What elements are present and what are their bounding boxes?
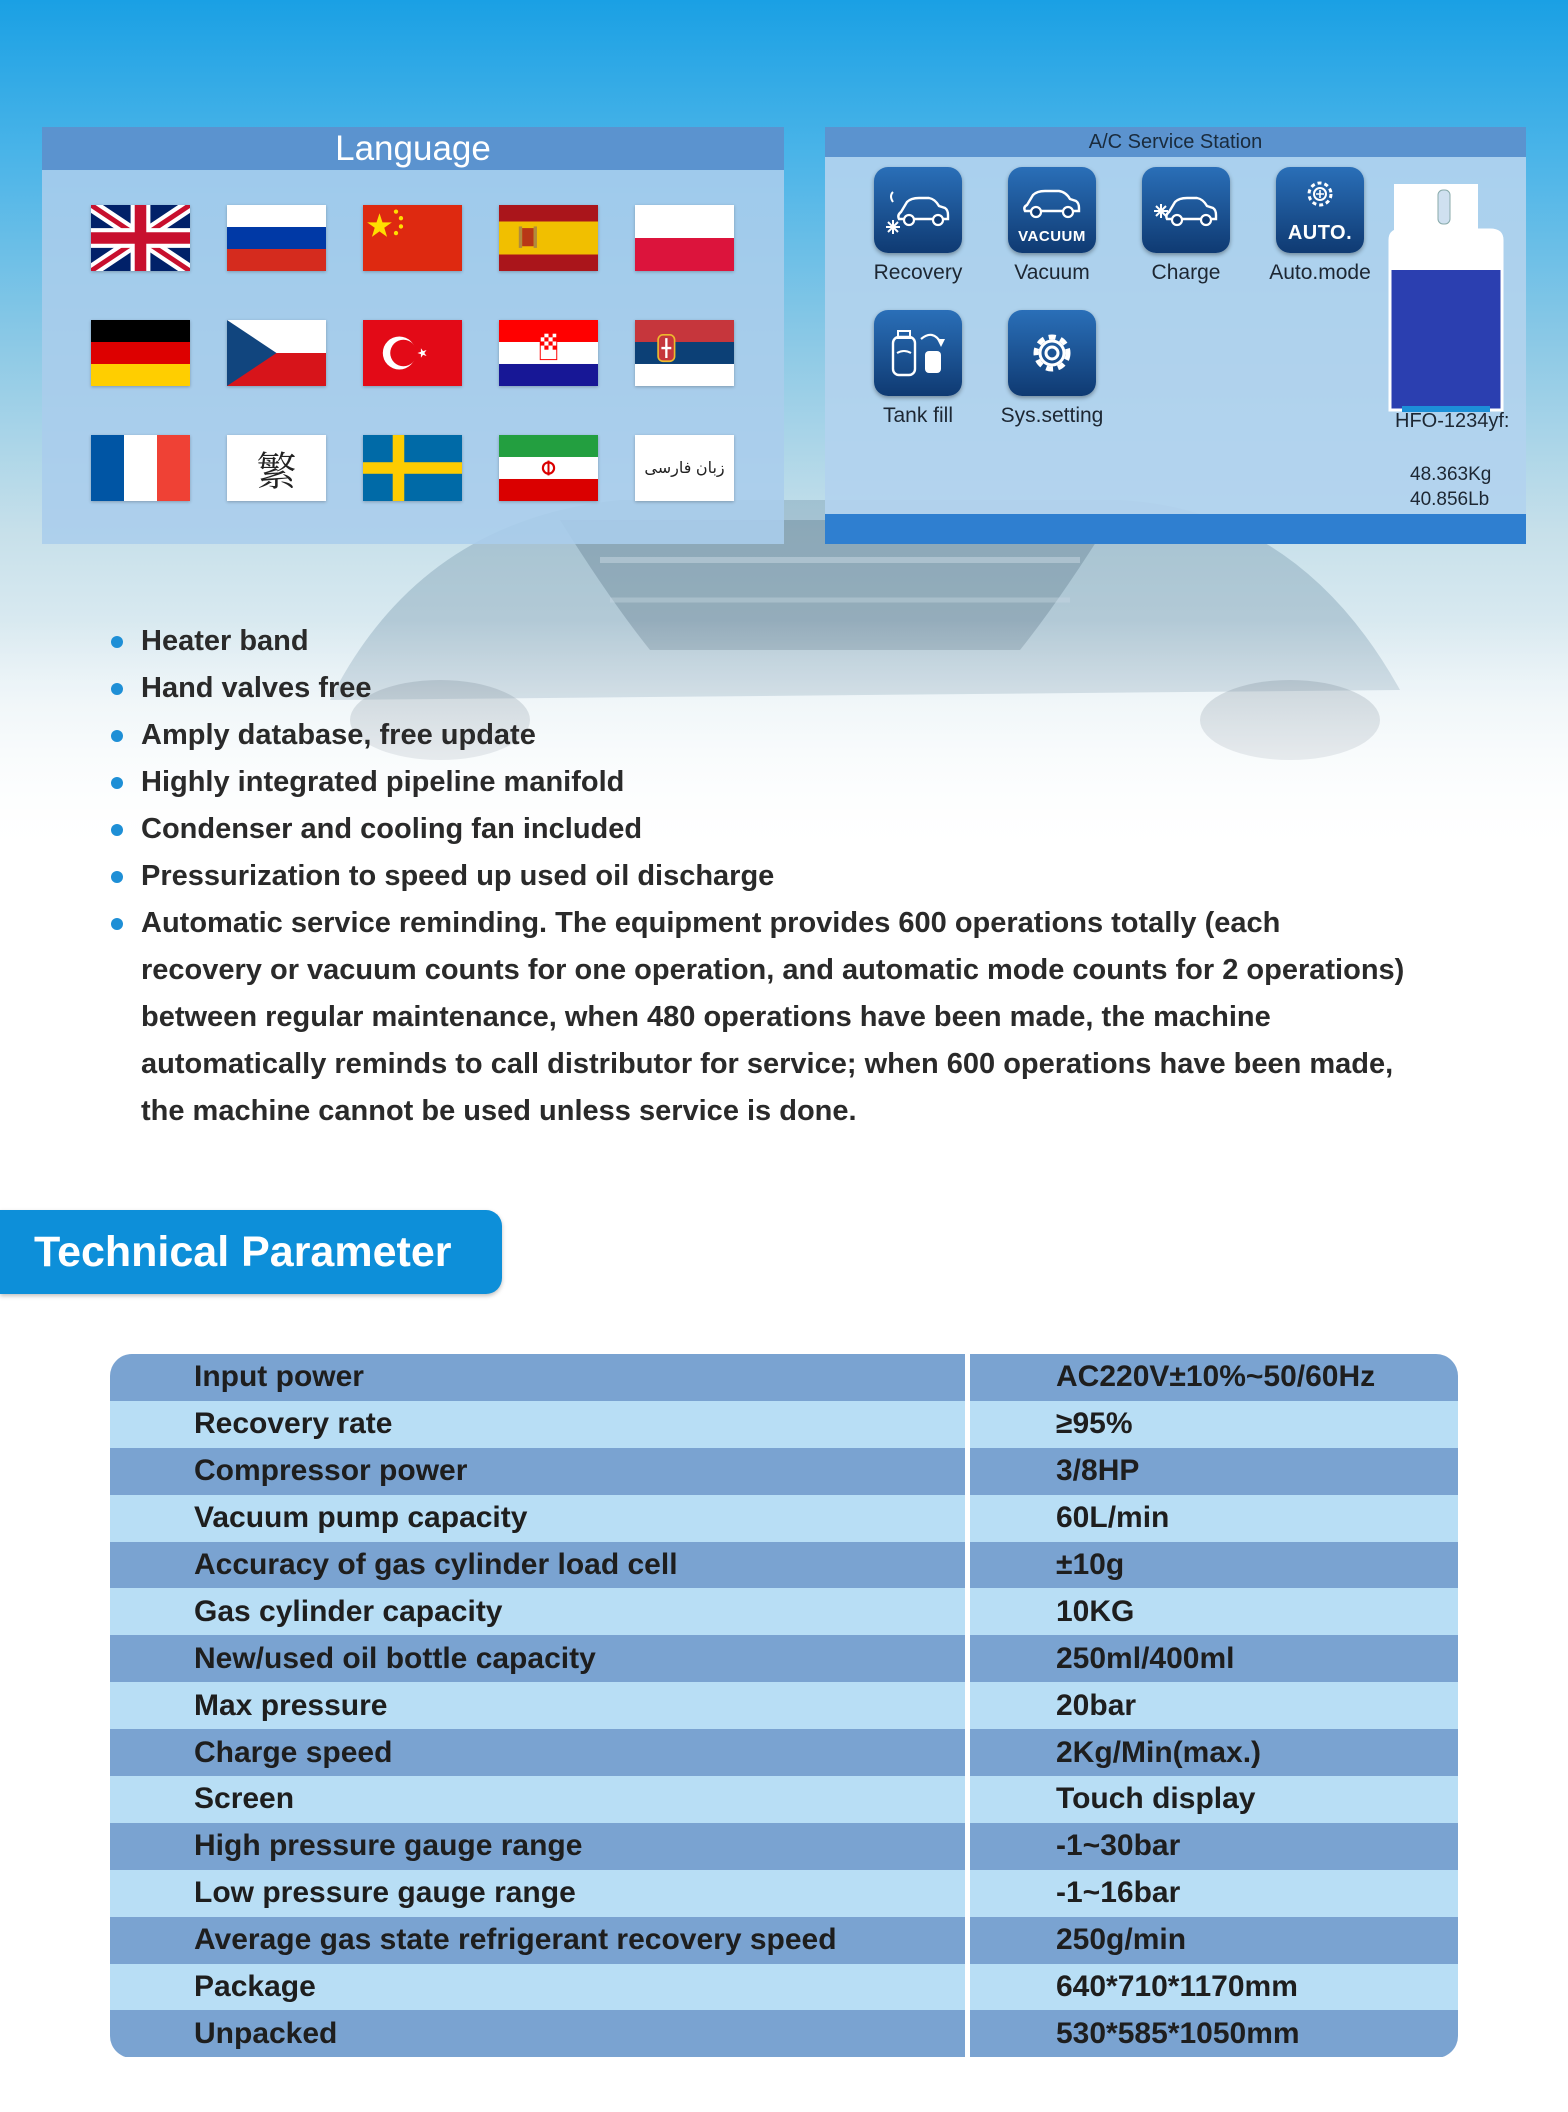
table-row <box>110 1542 1458 1589</box>
vacuum-label: Vacuum <box>1014 261 1090 284</box>
table-row <box>110 2010 1458 2057</box>
table-row <box>110 1495 1458 1542</box>
flag-iran[interactable] <box>499 435 598 501</box>
ac-panel-title: A/C Service Station <box>825 127 1526 157</box>
flag-serbia[interactable] <box>635 320 734 386</box>
param-name: Vacuum pump capacity <box>110 1495 970 1542</box>
param-value: -1~30bar <box>1056 1829 1181 1863</box>
flag-croatia[interactable] <box>499 320 598 386</box>
car-vacuum-icon <box>1008 167 1096 253</box>
table-row <box>110 1776 1458 1823</box>
param-value: 640*710*1170mm <box>1056 1970 1298 2004</box>
flag-germany[interactable] <box>91 320 190 386</box>
param-name: Screen <box>110 1776 970 1823</box>
flag-traditional-chinese[interactable] <box>227 435 326 501</box>
param-value: 60L/min <box>1056 1501 1170 1535</box>
param-value: 10KG <box>1056 1594 1135 1628</box>
tank-weight-kg: 48.363Kg <box>1410 464 1492 485</box>
flag-china[interactable] <box>363 205 462 271</box>
param-value: -1~16bar <box>1056 1876 1181 1910</box>
tank-weight-lb: 40.856Lb <box>1410 489 1490 510</box>
vacuum-icon-text: VACUUM <box>1018 228 1086 245</box>
auto-gear-icon <box>1276 167 1364 253</box>
table-row <box>110 1870 1458 1917</box>
table-row <box>110 1917 1458 1964</box>
feature-item: Automatic service reminding. The equipment provides 600 operations totally (each recovery or vacuum counts for one operation, and automatic mode counts for 2 operations) between regular maintenance, when 480 operations have been made, the machine automatically reminds to call distributor for service; when 600 operations have been made, the machine cannot be used unless service is done. <box>108 900 1408 1135</box>
charge-label: Charge <box>1151 261 1221 284</box>
table-row <box>110 1448 1458 1495</box>
param-name: Input power <box>110 1354 970 1401</box>
sys-setting-label: Sys.setting <box>1000 404 1104 427</box>
param-value: 250g/min <box>1056 1923 1187 1957</box>
param-value: 3/8HP <box>1056 1454 1140 1488</box>
param-value: ≥95% <box>1056 1407 1133 1441</box>
gear-icon <box>1008 310 1096 396</box>
param-value: Touch display <box>1056 1782 1256 1816</box>
param-name: Accuracy of gas cylinder load cell <box>110 1542 970 1589</box>
param-name: Compressor power <box>110 1448 970 1495</box>
param-name: Unpacked <box>110 2010 970 2057</box>
traditional-chinese-label: 繁 <box>227 435 326 501</box>
feature-item: Heater band <box>108 618 1408 665</box>
param-value: 20bar <box>1056 1688 1137 1722</box>
param-name: Package <box>110 1964 970 2011</box>
sys-setting-button[interactable] <box>997 310 1107 428</box>
flag-united-kingdom[interactable] <box>91 205 190 271</box>
feature-list <box>108 618 1408 1135</box>
car-snowflake-icon <box>1142 167 1230 253</box>
ac-service-panel <box>825 127 1526 544</box>
table-row <box>110 1354 1458 1401</box>
flag-france[interactable] <box>91 435 190 501</box>
car-snowflake-icon <box>874 167 962 253</box>
flag-persian[interactable] <box>635 435 734 501</box>
param-value: 2Kg/Min(max.) <box>1056 1735 1262 1769</box>
table-row <box>110 1635 1458 1682</box>
table-row <box>110 1823 1458 1870</box>
vacuum-button[interactable] <box>997 167 1107 285</box>
param-name: Low pressure gauge range <box>110 1870 970 1917</box>
feature-item: Amply database, free update <box>108 712 1408 759</box>
flag-sweden[interactable] <box>363 435 462 501</box>
param-name: New/used oil bottle capacity <box>110 1635 970 1682</box>
auto-icon-text: AUTO. <box>1287 222 1353 244</box>
technical-parameter-table <box>110 1354 1458 2058</box>
recovery-button[interactable] <box>863 167 973 285</box>
auto-mode-button[interactable] <box>1265 167 1375 285</box>
flag-poland[interactable] <box>635 205 734 271</box>
feature-item: Hand valves free <box>108 665 1408 712</box>
flag-russia[interactable] <box>227 205 326 271</box>
flag-spain[interactable] <box>499 205 598 271</box>
param-name: Recovery rate <box>110 1401 970 1448</box>
table-row <box>110 1729 1458 1776</box>
flag-czech-republic[interactable] <box>227 320 326 386</box>
language-panel-title: Language <box>42 127 784 170</box>
tank-weight-readout <box>1410 462 1491 512</box>
language-panel <box>42 127 784 544</box>
gas-cylinder-icon <box>1382 180 1514 412</box>
flag-grid <box>91 205 734 501</box>
param-name: Average gas state refrigerant recovery speed <box>110 1917 970 1964</box>
tank-fill-label: Tank fill <box>882 404 954 427</box>
charge-button[interactable] <box>1131 167 1241 285</box>
tank-gas-label: HFO-1234yf: <box>1395 410 1510 432</box>
param-value: AC220V±10%~50/60Hz <box>1056 1360 1376 1394</box>
param-value: 530*585*1050mm <box>1056 2016 1300 2050</box>
param-value: ±10g <box>1056 1548 1125 1581</box>
auto-mode-label: Auto.mode <box>1269 261 1371 284</box>
table-row <box>110 1964 1458 2011</box>
flag-turkey[interactable] <box>363 320 462 386</box>
feature-item: Highly integrated pipeline manifold <box>108 759 1408 806</box>
table-row <box>110 1401 1458 1448</box>
param-name: High pressure gauge range <box>110 1823 970 1870</box>
recovery-label: Recovery <box>873 261 963 284</box>
table-row <box>110 1682 1458 1729</box>
param-name: Gas cylinder capacity <box>110 1588 970 1635</box>
param-name: Charge speed <box>110 1729 970 1776</box>
feature-item: Pressurization to speed up used oil discharge <box>108 853 1408 900</box>
param-value: 250ml/400ml <box>1056 1641 1235 1675</box>
feature-item: Condenser and cooling fan included <box>108 806 1408 853</box>
tank-fill-icon <box>874 310 962 396</box>
tank-fill-button[interactable] <box>863 310 973 428</box>
table-row <box>110 1588 1458 1635</box>
section-title-technical-parameter: Technical Parameter <box>0 1210 502 1294</box>
persian-label: زبان فارسی <box>635 435 734 501</box>
param-name: Max pressure <box>110 1682 970 1729</box>
ac-panel-footer-bar <box>825 514 1526 544</box>
